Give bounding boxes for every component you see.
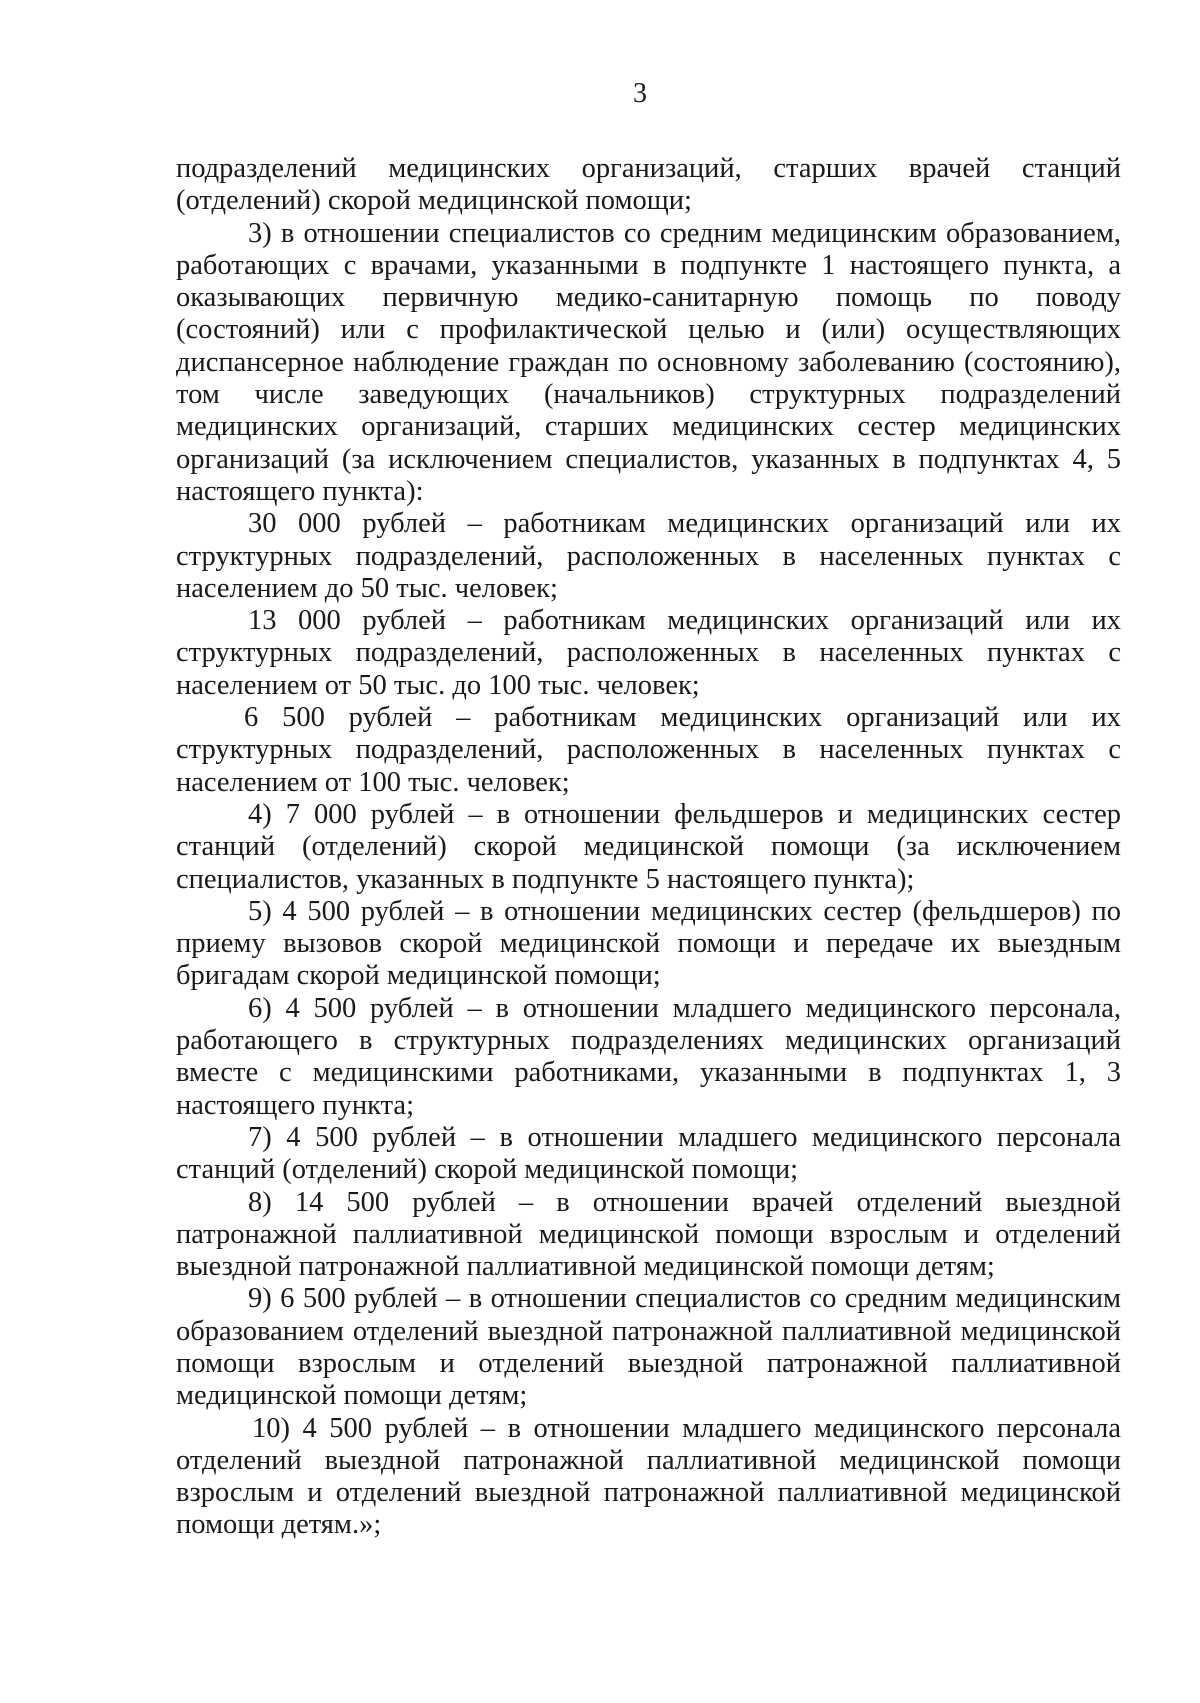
text-line: 6) 4 500 рублей – в отношении младшего медицинского персонала, — [248, 992, 1121, 1024]
paragraph-item-9 — [176, 1283, 1121, 1412]
text-line: 30 000 рублей – работникам медицинских организаций или их — [248, 508, 1121, 540]
text-line: станций (отделений) скорой медицинской помощи (за исключением — [176, 831, 1121, 863]
paragraph-continuation — [176, 153, 1121, 218]
text-line: настоящего пункта): — [176, 475, 424, 507]
text-line: отделений выездной патронажной паллиативной медицинской помощи — [176, 1444, 1121, 1476]
text-line: 5) 4 500 рублей – в отношении медицинских сестер (фельдшеров) по — [248, 895, 1121, 927]
text-line: 4) 7 000 рублей – в отношении фельдшеров и медицинских сестер — [248, 798, 1121, 830]
text-line: приему вызовов скорой медицинской помощи и передаче их выездным — [176, 928, 1121, 960]
paragraph-item-6 — [176, 993, 1121, 1122]
text-line: 7) 4 500 рублей – в отношении младшего медицинского персонала — [248, 1121, 1121, 1153]
text-line: (отделений) скорой медицинской помощи; — [176, 185, 692, 217]
paragraph-item-7 — [176, 1122, 1121, 1187]
text-line: работающего в структурных подразделениях медицинских организаций — [176, 1025, 1121, 1057]
text-line: 13 000 рублей – работникам медицинских организаций или их — [248, 605, 1121, 637]
text-line: помощи взрослым и отделений выездной патронажной паллиативной — [176, 1347, 1121, 1379]
text-line: работающих с врачами, указанными в подпункте 1 настоящего пункта, а — [176, 249, 1121, 281]
text-line: населением от 100 тыс. человек; — [176, 766, 570, 798]
text-line: структурных подразделений, расположенных в населенных пунктах с — [176, 540, 1121, 572]
paragraph-item-8 — [176, 1187, 1121, 1284]
paragraph-rate-6500 — [176, 702, 1121, 799]
paragraph-item-5 — [176, 896, 1121, 993]
text-line: 9) 6 500 рублей – в отношении специалистов со средним медицинским — [248, 1283, 1121, 1315]
text-line: подразделений медицинских организаций, старших врачей станций — [176, 153, 1121, 184]
text-line: структурных подразделений, расположенных в населенных пунктах с — [176, 734, 1121, 766]
text-line: выездной патронажной паллиативной медицинской помощи детям; — [176, 1251, 995, 1283]
text-line: 8) 14 500 рублей – в отношении врачей отделений выездной — [248, 1186, 1121, 1218]
text-line: оказывающих первичную медико-санитарную помощь по поводу — [176, 282, 1121, 314]
page-number: 3 — [633, 78, 647, 109]
text-line: 3) в отношении специалистов со средним медицинским образованием, — [248, 217, 1121, 249]
paragraph-item-4 — [176, 799, 1121, 896]
paragraph-rate-13000 — [176, 605, 1121, 702]
text-line: станций (отделений) скорой медицинской помощи; — [176, 1154, 799, 1186]
text-line: настоящего пункта; — [176, 1089, 414, 1121]
text-line: населением от 50 тыс. до 100 тыс. человек; — [176, 669, 700, 701]
text-line: 10) 4 500 рублей – в отношении младшего медицинского персонала — [252, 1412, 1121, 1444]
text-line: диспансерное наблюдение граждан по основному заболеванию (состоянию), — [176, 346, 1121, 378]
text-line: структурных подразделений, расположенных в населенных пунктах с — [176, 637, 1121, 669]
document-body — [176, 153, 1121, 1542]
text-line: организаций (за исключением специалистов, указанных в подпунктах 4, 5 — [176, 443, 1121, 475]
text-line: взрослым и отделений выездной патронажной паллиативной медицинской — [176, 1477, 1121, 1509]
paragraph-item-3 — [176, 218, 1121, 509]
paragraph-rate-30000 — [176, 508, 1121, 605]
text-line: (состояний) или с профилактической целью и (или) осуществляющих — [176, 314, 1121, 346]
text-line: медицинской помощи детям; — [176, 1380, 528, 1412]
text-line: патронажной паллиативной медицинской помощи взрослым и отделений — [176, 1218, 1121, 1250]
text-line: помощи детям.»; — [176, 1509, 382, 1541]
text-line: населением до 50 тыс. человек; — [176, 572, 558, 604]
text-line: бригадам скорой медицинской помощи; — [176, 960, 661, 992]
text-line: образованием отделений выездной патронажной паллиативной медицинской — [176, 1315, 1121, 1347]
text-line: специалистов, указанных в подпункте 5 настоящего пункта); — [176, 863, 915, 895]
paragraph-item-10 — [176, 1413, 1121, 1542]
text-line: вместе с медицинскими работниками, указанными в подпунктах 1, 3 — [176, 1057, 1121, 1089]
text-line: том числе заведующих (начальников) структурных подразделений — [176, 379, 1121, 411]
text-line: медицинских организаций, старших медицинских сестер медицинских — [176, 411, 1121, 443]
text-line: 6 500 рублей – работникам медицинских организаций или их — [244, 702, 1121, 734]
